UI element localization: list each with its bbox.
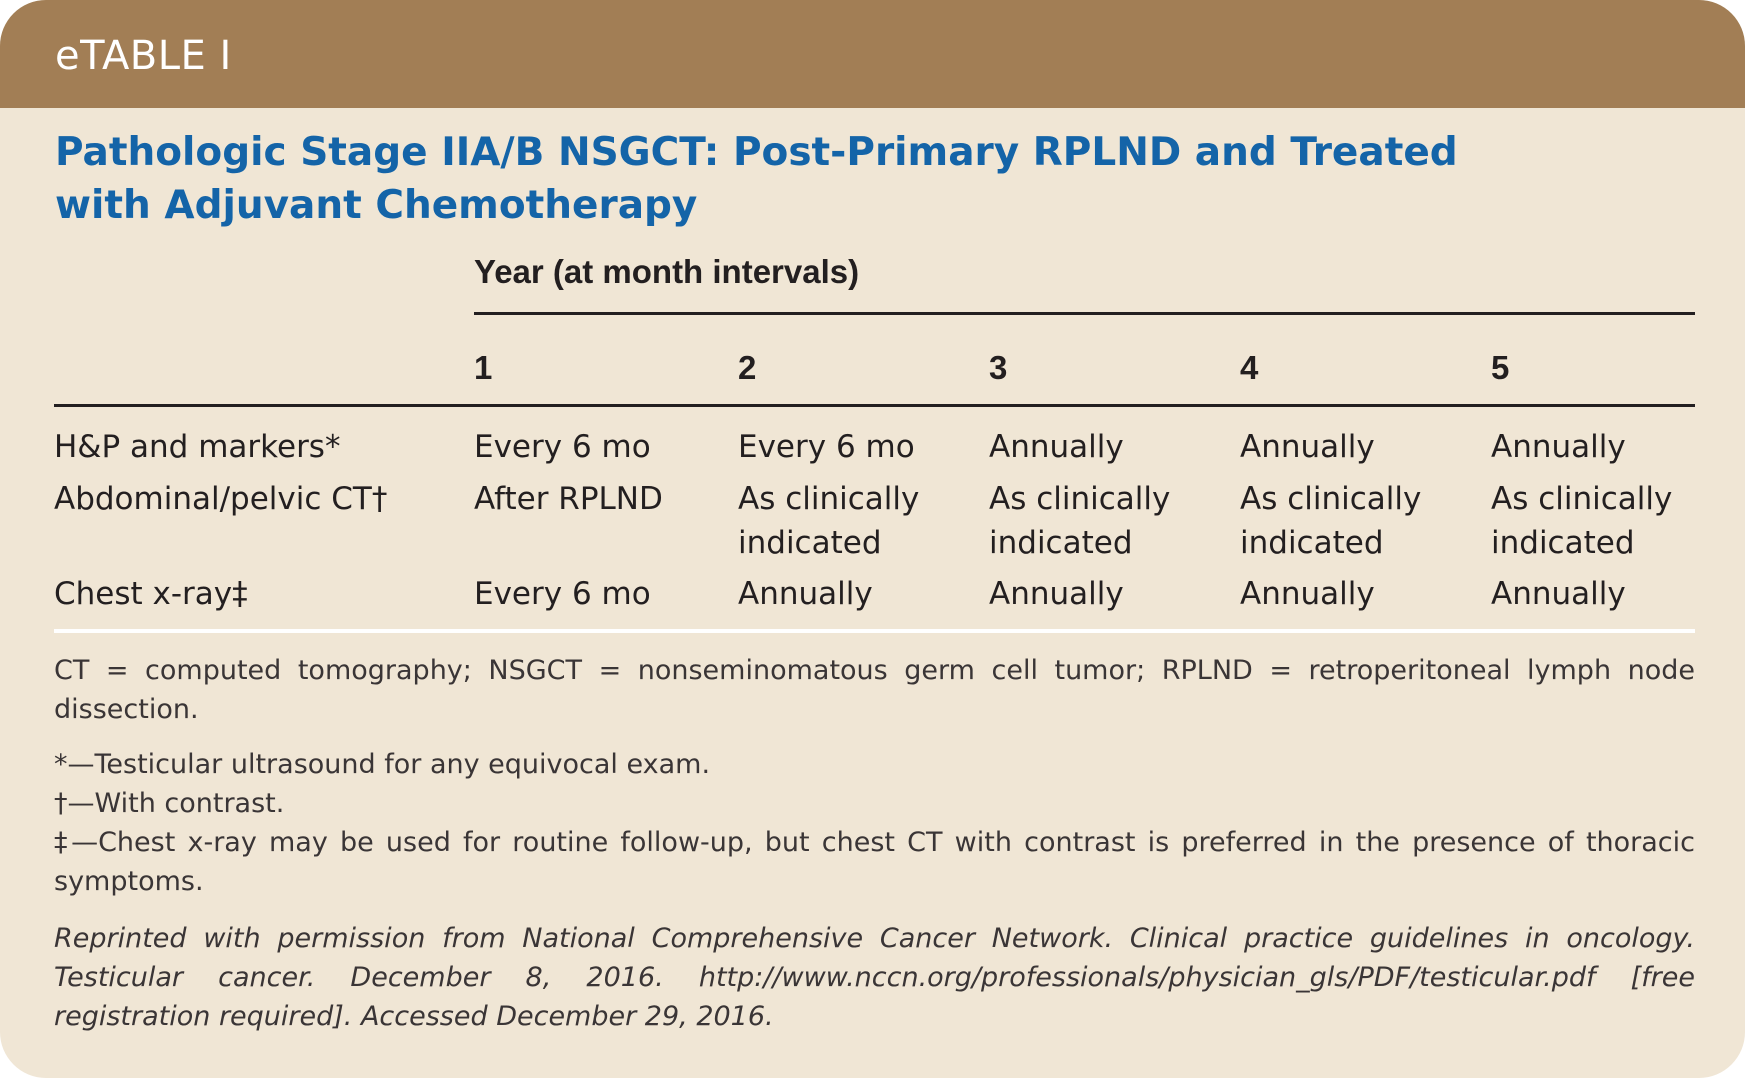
- table-cell: indicated: [989, 525, 1133, 561]
- table-cell: Annually: [1491, 429, 1626, 465]
- row-label-abdominal-pelvic-ct: Abdominal/pelvic CT†: [54, 481, 388, 517]
- table-cell: After RPLND: [474, 481, 663, 517]
- row-label-hp-markers: H&P and markers*: [54, 429, 341, 465]
- table-cell: Annually: [738, 576, 873, 612]
- footnotes: [54, 745, 1695, 901]
- table-cell: indicated: [738, 525, 882, 561]
- column-header-year-2: 2: [738, 349, 757, 386]
- table-cell: indicated: [1240, 525, 1384, 561]
- table-banner: [0, 0, 1745, 108]
- abbreviations-note: CT = computed tomography; NSGCT = nonseminomatous germ cell tumor; RPLND = retroperitoneal lymph node dissection.: [54, 655, 1695, 725]
- column-header-year-1: 1: [474, 349, 493, 386]
- table-cell: As clinically: [1240, 481, 1422, 517]
- table-cell: Annually: [1491, 576, 1626, 612]
- table-cell: indicated: [1491, 525, 1635, 561]
- column-header-year-3: 3: [989, 349, 1008, 386]
- table-cell: Annually: [1240, 576, 1375, 612]
- table-cell: Every 6 mo: [474, 429, 651, 465]
- table-cell: As clinically: [1491, 481, 1673, 517]
- table-cell: Annually: [989, 576, 1124, 612]
- column-header-rule: [54, 404, 1695, 407]
- table-cell: Every 6 mo: [738, 429, 915, 465]
- table-title: Pathologic Stage IIA/B NSGCT: Post-Primary RPLND and Treated with Adjuvant Chemotherapy: [55, 130, 1458, 228]
- table-cell: Annually: [1240, 429, 1375, 465]
- footnote-double-dagger: ‡—Chest x-ray may be used for routine follow-up, but chest CT with contrast is preferred in the presence of thoracic symptoms.: [54, 827, 1695, 897]
- table-number-label: eTABLE I: [55, 33, 232, 79]
- table-cell: Annually: [989, 429, 1124, 465]
- table-cell: Every 6 mo: [474, 576, 651, 612]
- column-header-year-4: 4: [1240, 349, 1259, 386]
- year-group-header: Year (at month intervals): [474, 253, 860, 290]
- year-header-rule: [474, 312, 1695, 315]
- table-bottom-rule: [54, 629, 1695, 633]
- source-citation: Reprinted with permission from National Comprehensive Cancer Network. Clinical practice guidelines in oncology. Testicular cancer. December 8, 2016. http://www.nccn.org/professionals/physician_gls/PDF/testicular.pdf [free registration required]. Accessed December 29, 2016.: [54, 923, 1695, 1032]
- column-header-year-5: 5: [1491, 349, 1510, 386]
- footnote-asterisk: *—Testicular ultrasound for any equivocal exam.: [54, 749, 711, 780]
- table-cell: As clinically: [989, 481, 1171, 517]
- table-cell: As clinically: [738, 481, 920, 517]
- footnote-dagger: †—With contrast.: [54, 788, 285, 819]
- row-label-chest-xray: Chest x-ray‡: [54, 576, 248, 612]
